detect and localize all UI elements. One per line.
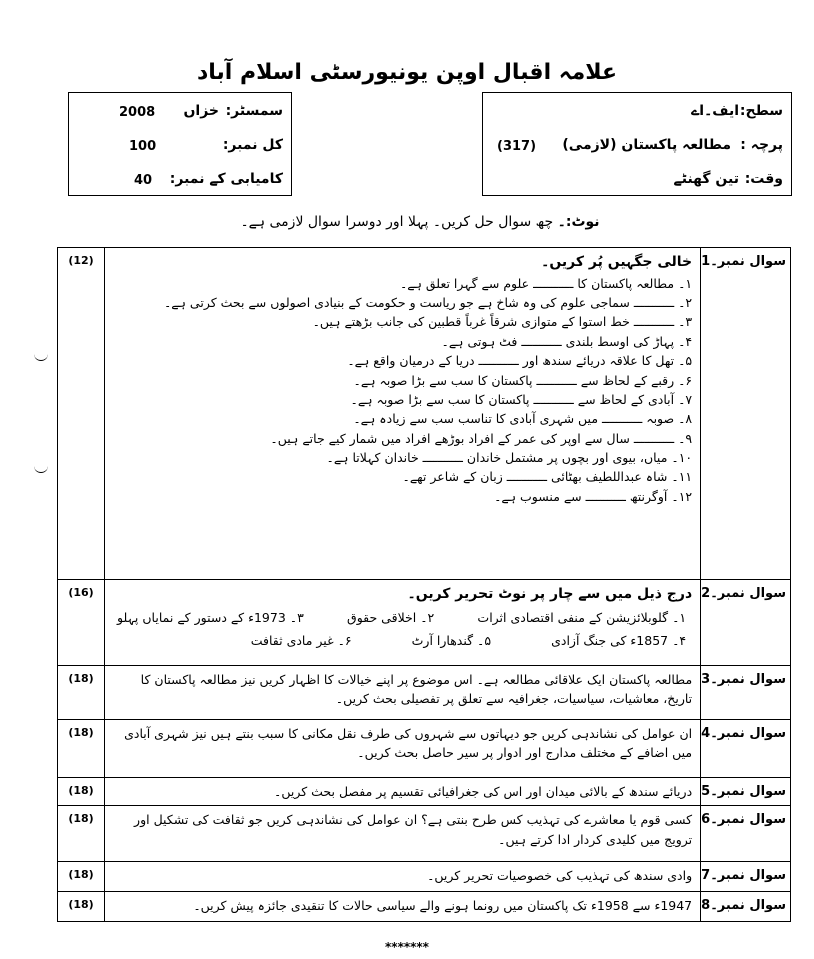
question-row <box>58 862 791 892</box>
question-number: سوال نمبر۔4 <box>701 720 791 778</box>
question-marks: (18) <box>58 862 105 892</box>
year-value: 2008 <box>119 105 156 120</box>
time-value: تین گھنٹے <box>673 171 739 187</box>
level-label: سطح: <box>739 103 783 119</box>
pass-marks-value: 40 <box>134 173 153 188</box>
question-body: مطالعہ پاکستان ایک علاقائی مطالعہ ہے۔ اس موضوع پر اپنے خیالات کا اظہار کریں نیز مطالعہ پاکستان کا تاریخ، معاشیات، سیاسیات، جغرافیہ سے تعلق پر تفصیلی بحث کریں۔ <box>105 666 701 720</box>
question-marks: (18) <box>58 778 105 806</box>
total-marks-value: 100 <box>129 139 157 154</box>
question-heading: درج ذیل میں سے چار پر نوٹ تحریر کریں۔ <box>407 586 693 602</box>
question-body: 1947ء سے 1958ء تک پاکستان میں رونما ہونے والے سیاسی حالات کا تنقیدی جائزہ پیش کریں۔ <box>105 892 701 922</box>
margin-mark <box>34 352 48 361</box>
semester-value: خزاں <box>183 103 219 119</box>
paper-label: پرچہ : <box>740 137 783 153</box>
info-box-right <box>482 92 792 196</box>
question-number: سوال نمبر۔1 <box>701 248 791 580</box>
question-row <box>58 806 791 862</box>
question-number: سوال نمبر۔7 <box>701 862 791 892</box>
margin-mark <box>34 464 48 473</box>
blank-item: ۶۔ رقبے کے لحاظ سے ـــــــــــ پاکستان کا سب سے بڑا صوبہ ہے۔ <box>353 372 693 388</box>
blank-item: ۱۰۔ میاں، بیوی اور بچوں پر مشتمل خاندان ـــــــــــ خاندان کہلاتا ہے۔ <box>326 450 693 466</box>
blank-item: ۲۔ ـــــــــــ سماجی علوم کی وہ شاخ ہے جو ریاست و حکومت کے بنیادی اصولوں سے بحث کرتی ہے۔ <box>163 295 693 311</box>
question-body <box>105 248 701 580</box>
questions-table <box>57 247 791 922</box>
question-row <box>58 580 791 666</box>
blank-item: ۷۔ آبادی کے لحاظ سے ـــــــــــ پاکستان کا سب سے بڑا صوبہ ہے۔ <box>350 391 693 407</box>
time-label: وقت: <box>744 171 783 187</box>
question-marks: (18) <box>58 666 105 720</box>
blank-item: ۵۔ تھل کا علاقہ دریائے سندھ اور ـــــــــــ دریا کے درمیان واقع ہے۔ <box>347 353 693 369</box>
note-text: چھ سوال حل کریں۔ پہلا اور دوسرا سوال لازمی ہے۔ <box>240 214 554 230</box>
question-row <box>58 666 791 720</box>
question-number: سوال نمبر۔3 <box>701 666 791 720</box>
blank-item: ۱۱۔ شاہ عبداللطیف بھٹائی ـــــــــــ زبان کے شاعر تھے۔ <box>402 469 693 485</box>
question-row <box>58 720 791 778</box>
blank-item: ۱۲۔ آوگرنتھ ـــــــــــ سے منسوب ہے۔ <box>494 488 693 504</box>
question-marks: (16) <box>58 580 105 666</box>
question-heading: خالی جگہیں پُر کریں۔ <box>541 254 693 270</box>
total-marks-label: کل نمبر: <box>222 137 283 153</box>
blank-item: ۸۔ صوبہ ـــــــــــ میں شہری آبادی کا تناسب سب سے زیادہ ہے۔ <box>353 411 693 427</box>
option-item: ۲۔ اخلاقی حقوق <box>347 609 435 625</box>
paper-code: (317) <box>497 139 537 154</box>
question-body: کسی قوم یا معاشرے کی تہذیب کس طرح بنتی ہے؟ ان عوامل کی نشاندہی کریں جو ثقافت کی تشکیل اور ترویج میں کلیدی کردار ادا کرتے ہیں۔ <box>105 806 701 862</box>
question-number: سوال نمبر۔8 <box>701 892 791 922</box>
semester-label: سمسٹر: <box>225 103 283 119</box>
question-number: سوال نمبر۔5 <box>701 778 791 806</box>
blank-item: ۱۔ مطالعہ پاکستان کا ـــــــــــ علوم سے گہرا تعلق ہے۔ <box>399 275 693 291</box>
exam-note <box>230 214 610 230</box>
question-marks: (12) <box>58 248 105 580</box>
option-item: ۴۔ 1857ء کی جنگ آزادی <box>551 633 687 649</box>
question-body <box>105 580 701 666</box>
options-row <box>111 629 692 652</box>
question-row <box>58 892 791 922</box>
question-number: سوال نمبر۔6 <box>701 806 791 862</box>
info-box-left <box>68 92 292 196</box>
question-number: سوال نمبر۔2 <box>701 580 791 666</box>
question-marks: (18) <box>58 720 105 778</box>
option-item: ۱۔ گلوبلائزیشن کے منفی اقتصادی اثرات <box>477 609 687 625</box>
university-title: علامہ اقبال اوپن یونیورسٹی اسلام آباد <box>196 60 618 85</box>
question-body: دریائے سندھ کے بالائی میدان اور اس کی جغرافیائی تقسیم پر مفصل بحث کریں۔ <box>105 778 701 806</box>
question-marks: (18) <box>58 892 105 922</box>
blank-item: ۹۔ ـــــــــــ سال سے اوپر کی عمر کے افراد بوڑھے افراد میں شمار کیے جاتے ہیں۔ <box>270 430 693 446</box>
paper-value: مطالعہ پاکستان (لازمی) <box>562 137 731 153</box>
question-body: ان عوامل کی نشاندہی کریں جو دیہاتوں سے شہروں کی طرف نقل مکانی کا سبب بنتے ہیں نیز شہری آبادی میں اضافے کے مختلف مدارج اور ادوار پر سیر حاصل بحث کریں۔ <box>105 720 701 778</box>
question-body: وادی سندھ کی تہذیب کی خصوصیات تحریر کریں۔ <box>105 862 701 892</box>
pass-marks-label: کامیابی کے نمبر: <box>169 171 283 187</box>
note-label: نوٹ:۔ <box>557 214 600 230</box>
blank-item: ۴۔ پہاڑ کی اوسط بلندی ـــــــــــ فٹ ہوتی ہے۔ <box>441 333 693 349</box>
option-item: ۵۔ گندھارا آرٹ <box>411 633 492 649</box>
option-item: ۶۔ غیر مادی ثقافت <box>250 633 352 649</box>
question-marks: (18) <box>58 806 105 862</box>
question-row <box>58 778 791 806</box>
level-value: ایف۔اے <box>691 103 739 119</box>
question-row <box>58 248 791 580</box>
blank-item: ۳۔ ـــــــــــ خط استوا کے متوازی شرقاً غرباً قطبین کی جانب بڑھتے ہیں۔ <box>312 314 693 330</box>
options-row <box>111 606 692 629</box>
option-item: ۳۔ 1973ء کے دستور کے نمایاں پہلو <box>117 609 304 625</box>
end-marker: ******* <box>385 940 429 954</box>
